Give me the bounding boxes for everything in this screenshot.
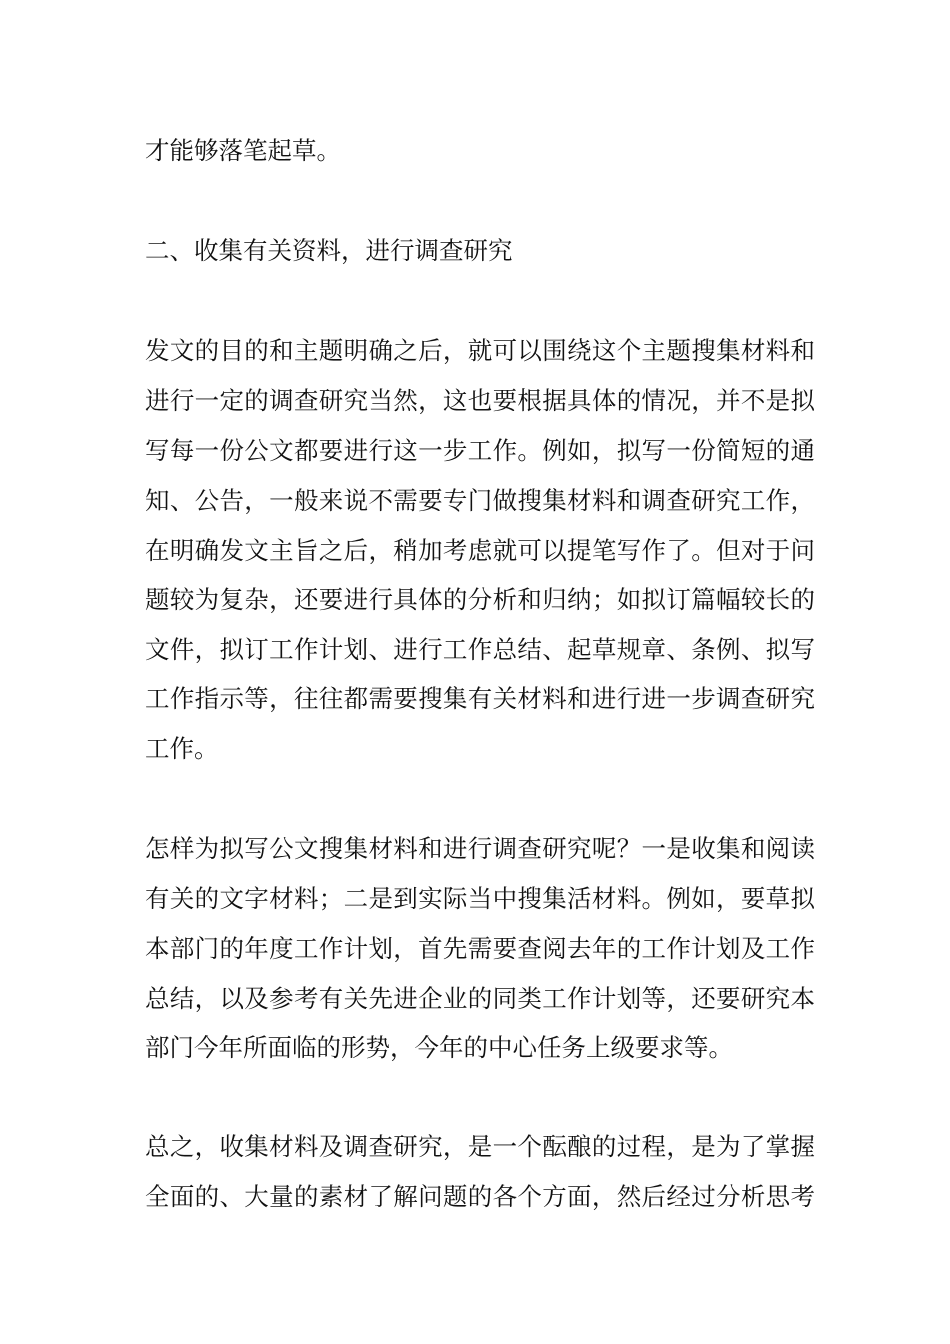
text-line: 部门今年所面临的形势，今年的中心任务上级要求等。 xyxy=(145,1033,733,1062)
section-heading: 二、收集有关资料，进行调查研究 xyxy=(145,236,513,265)
text-line: 工作。 xyxy=(145,734,219,763)
text-line: 怎样为拟写公文搜集材料和进行调查研究呢？一是收集和阅读 xyxy=(145,834,815,863)
text-line: 全面的、大量的素材了解问题的各个方面，然后经过分析思考 xyxy=(145,1182,815,1211)
text-line: 在明确发文主旨之后，稍加考虑就可以提笔写作了。但对于问 xyxy=(145,536,815,565)
text-line: 知、公告，一般来说不需要专门做搜集材料和调查研究工作， xyxy=(145,486,815,515)
text-line: 本部门的年度工作计划，首先需要查阅去年的工作计划及工作 xyxy=(145,934,815,963)
text-line: 写每一份公文都要进行这一步工作。例如，拟写一份简短的通 xyxy=(145,436,815,465)
text-line: 总结，以及参考有关先进企业的同类工作计划等，还要研究本 xyxy=(145,984,815,1013)
text-line: 文件，拟订工作计划、进行工作总结、起草规章、条例、拟写 xyxy=(145,635,815,664)
text-line: 进行一定的调查研究当然，这也要根据具体的情况，并不是拟 xyxy=(145,386,815,415)
text-line: 总之，收集材料及调查研究，是一个酝酿的过程，是为了掌握 xyxy=(145,1132,815,1161)
text-line: 有关的文字材料；二是到实际当中搜集活材料。例如，要草拟 xyxy=(145,884,815,913)
text-line: 题较为复杂，还要进行具体的分析和归纳；如拟订篇幅较长的 xyxy=(145,585,815,614)
text-line: 才能够落笔起草。 xyxy=(145,136,341,165)
text-line: 发文的目的和主题明确之后，就可以围绕这个主题搜集材料和 xyxy=(145,336,815,365)
text-line: 工作指示等，往往都需要搜集有关材料和进行进一步调查研究 xyxy=(145,684,815,713)
